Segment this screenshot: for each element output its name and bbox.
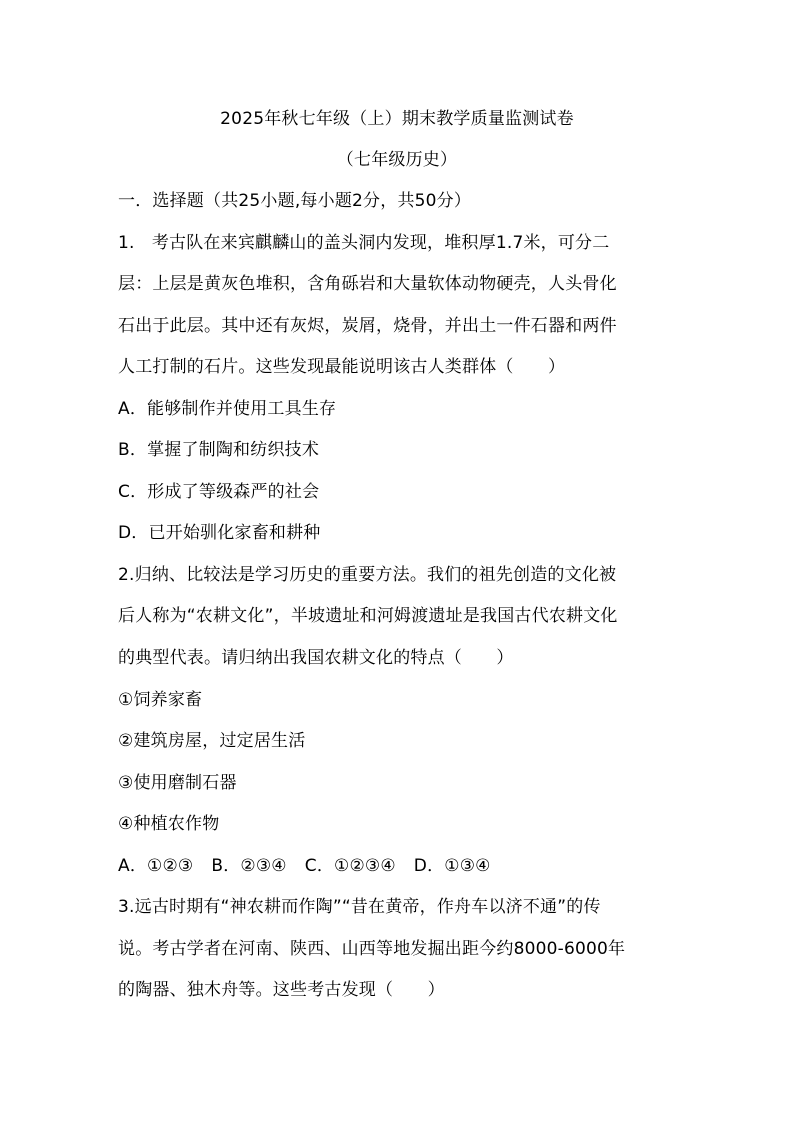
- q1-option-b: B．掌握了制陶和纺织技术: [118, 440, 320, 460]
- q2-stem-line: 后人称为“农耕文化”，半坡遗址和河姆渡遗址是我国古代农耕文化: [118, 606, 618, 626]
- section-heading: 一．选择题（共25小题,每小题2分，共50分）: [118, 191, 472, 211]
- q2-stem-line: 2.归纳、比较法是学习历史的重要方法。我们的祖先创造的文化被: [118, 565, 617, 585]
- q2-item-1: ①饲养家畜: [118, 690, 203, 710]
- q1-option-c: C．形成了等级森严的社会: [118, 482, 320, 502]
- q1-stem-line: 1. 考古队在来宾麒麟山的盖头洞内发现，堆积厚1.7米，可分二: [118, 233, 610, 253]
- q1-option-d: D．已开始驯化家畜和耕种: [118, 523, 321, 543]
- q1-option-a: A．能够制作并使用工具生存: [118, 399, 337, 419]
- exam-subtitle: （七年级历史）: [336, 150, 458, 170]
- q1-stem-line: 人工打制的石片。这些发现最能说明该古人类群体（ ）: [118, 357, 566, 377]
- exam-title: 2025年秋七年级（上）期末教学质量监测试卷: [220, 109, 574, 129]
- q3-stem-line: 说。考古学者在河南、陕西、山西等地发掘出距今约8000-6000年: [118, 939, 626, 959]
- q2-option-a: A．①②③: [118, 856, 194, 876]
- q2-option-b: B．②③④: [211, 856, 287, 876]
- q2-option-c: C．①②③④: [304, 856, 396, 876]
- q2-stem-line: 的典型代表。请归纳出我国农耕文化的特点（ ）: [118, 648, 514, 668]
- q3-stem-line: 3.远古时期有“神农耕而作陶”“昔在黄帝，作舟车以济不通”的传: [118, 897, 601, 917]
- q2-item-3: ③使用磨制石器: [118, 773, 237, 793]
- q2-item-2: ②建筑房屋，过定居生活: [118, 731, 306, 751]
- q2-item-4: ④种植农作物: [118, 814, 220, 834]
- q1-stem-line: 层：上层是黄灰色堆积，含角砾岩和大量软体动物硬壳，人头骨化: [118, 274, 617, 294]
- q1-stem-line: 石出于此层。其中还有灰烬，炭屑，烧骨，并出土一件石器和两件: [118, 316, 617, 336]
- q3-stem-line: 的陶器、独木舟等。这些考古发现（ ）: [118, 980, 445, 1000]
- q2-options-row: [118, 855, 688, 877]
- q2-option-d: D．①③④: [413, 856, 491, 876]
